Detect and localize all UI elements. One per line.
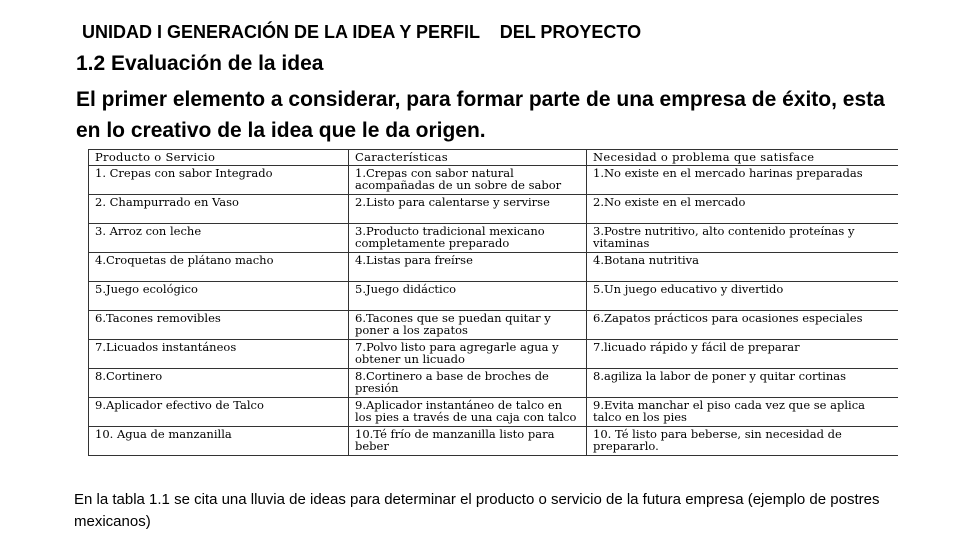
- table-row: [89, 310, 899, 339]
- table-cell: 5.Un juego educativo y divertido: [587, 281, 899, 310]
- column-header-product: Producto o Servicio: [89, 150, 349, 166]
- table-cell: 3.Producto tradicional mexicano completamente preparado: [349, 223, 587, 252]
- table-cell: 2. Champurrado en Vaso: [89, 194, 349, 223]
- table-row: [89, 165, 899, 194]
- ideas-table: [88, 149, 898, 456]
- table-cell: 9.Evita manchar el piso cada vez que se aplica talco en los pies: [587, 397, 899, 426]
- table-cell: 3.Postre nutritivo, alto contenido proteínas y vitaminas: [587, 223, 899, 252]
- table-cell: 9.Aplicador instantáneo de talco en los pies a través de una caja con talco: [349, 397, 587, 426]
- table-cell: 8.Cortinero: [89, 368, 349, 397]
- table-cell: 4.Croquetas de plátano macho: [89, 252, 349, 281]
- table-cell: 1.Crepas con sabor natural acompañadas de un sobre de sabor: [349, 165, 587, 194]
- section-title: 1.2 Evaluación de la idea: [76, 52, 324, 75]
- table-cell: 2.No existe en el mercado: [587, 194, 899, 223]
- table-cell: 10. Agua de manzanilla: [89, 426, 349, 455]
- table-cell: 6.Tacones removibles: [89, 310, 349, 339]
- table-cell: 4.Listas para freírse: [349, 252, 587, 281]
- table-cell: 7.licuado rápido y fácil de preparar: [587, 339, 899, 368]
- table-cell: 5.Juego ecológico: [89, 281, 349, 310]
- table-row: [89, 252, 899, 281]
- table-row: [89, 281, 899, 310]
- table-cell: 5.Juego didáctico: [349, 281, 587, 310]
- ideas-table-container: [88, 149, 898, 470]
- table-cell: 2.Listo para calentarse y servirse: [349, 194, 587, 223]
- intro-paragraph: El primer elemento a considerar, para formar parte de una empresa de éxito, esta en lo creativo de la idea que le da origen.: [76, 88, 885, 142]
- table-cell: 6.Tacones que se puedan quitar y poner a los zapatos: [349, 310, 587, 339]
- table-row: [89, 339, 899, 368]
- column-header-need: Necesidad o problema que satisface: [587, 150, 899, 166]
- table-cell: 4.Botana nutritiva: [587, 252, 899, 281]
- table-cell: 6.Zapatos prácticos para ocasiones especiales: [587, 310, 899, 339]
- table-row: [89, 368, 899, 397]
- unit-header: UNIDAD I GENERACIÓN DE LA IDEA Y PERFIL DEL PROYECTO: [82, 22, 642, 42]
- table-row: [89, 397, 899, 426]
- table-cell: 3. Arroz con leche: [89, 223, 349, 252]
- table-cell: 9.Aplicador efectivo de Talco: [89, 397, 349, 426]
- table-row: [89, 426, 899, 455]
- table-cell: 1. Crepas con sabor Integrado: [89, 165, 349, 194]
- table-row: [89, 223, 899, 252]
- table-cell: 8.Cortinero a base de broches de presión: [349, 368, 587, 397]
- column-header-characteristics: Características: [349, 150, 587, 166]
- table-caption: En la tabla 1.1 se cita una lluvia de ideas para determinar el producto o servicio de la futura empresa (ejemplo de postres mexicanos): [74, 491, 880, 530]
- table-cell: 7.Polvo listo para agregarle agua y obtener un licuado: [349, 339, 587, 368]
- table-cell: 8.agiliza la labor de poner y quitar cortinas: [587, 368, 899, 397]
- table-header-row: [89, 150, 899, 166]
- table-cell: 10.Té frío de manzanilla listo para beber: [349, 426, 587, 455]
- table-cell: 1.No existe en el mercado harinas preparadas: [587, 165, 899, 194]
- table-cell: 10. Té listo para beberse, sin necesidad de prepararlo.: [587, 426, 899, 455]
- table-cell: 7.Licuados instantáneos: [89, 339, 349, 368]
- table-row: [89, 194, 899, 223]
